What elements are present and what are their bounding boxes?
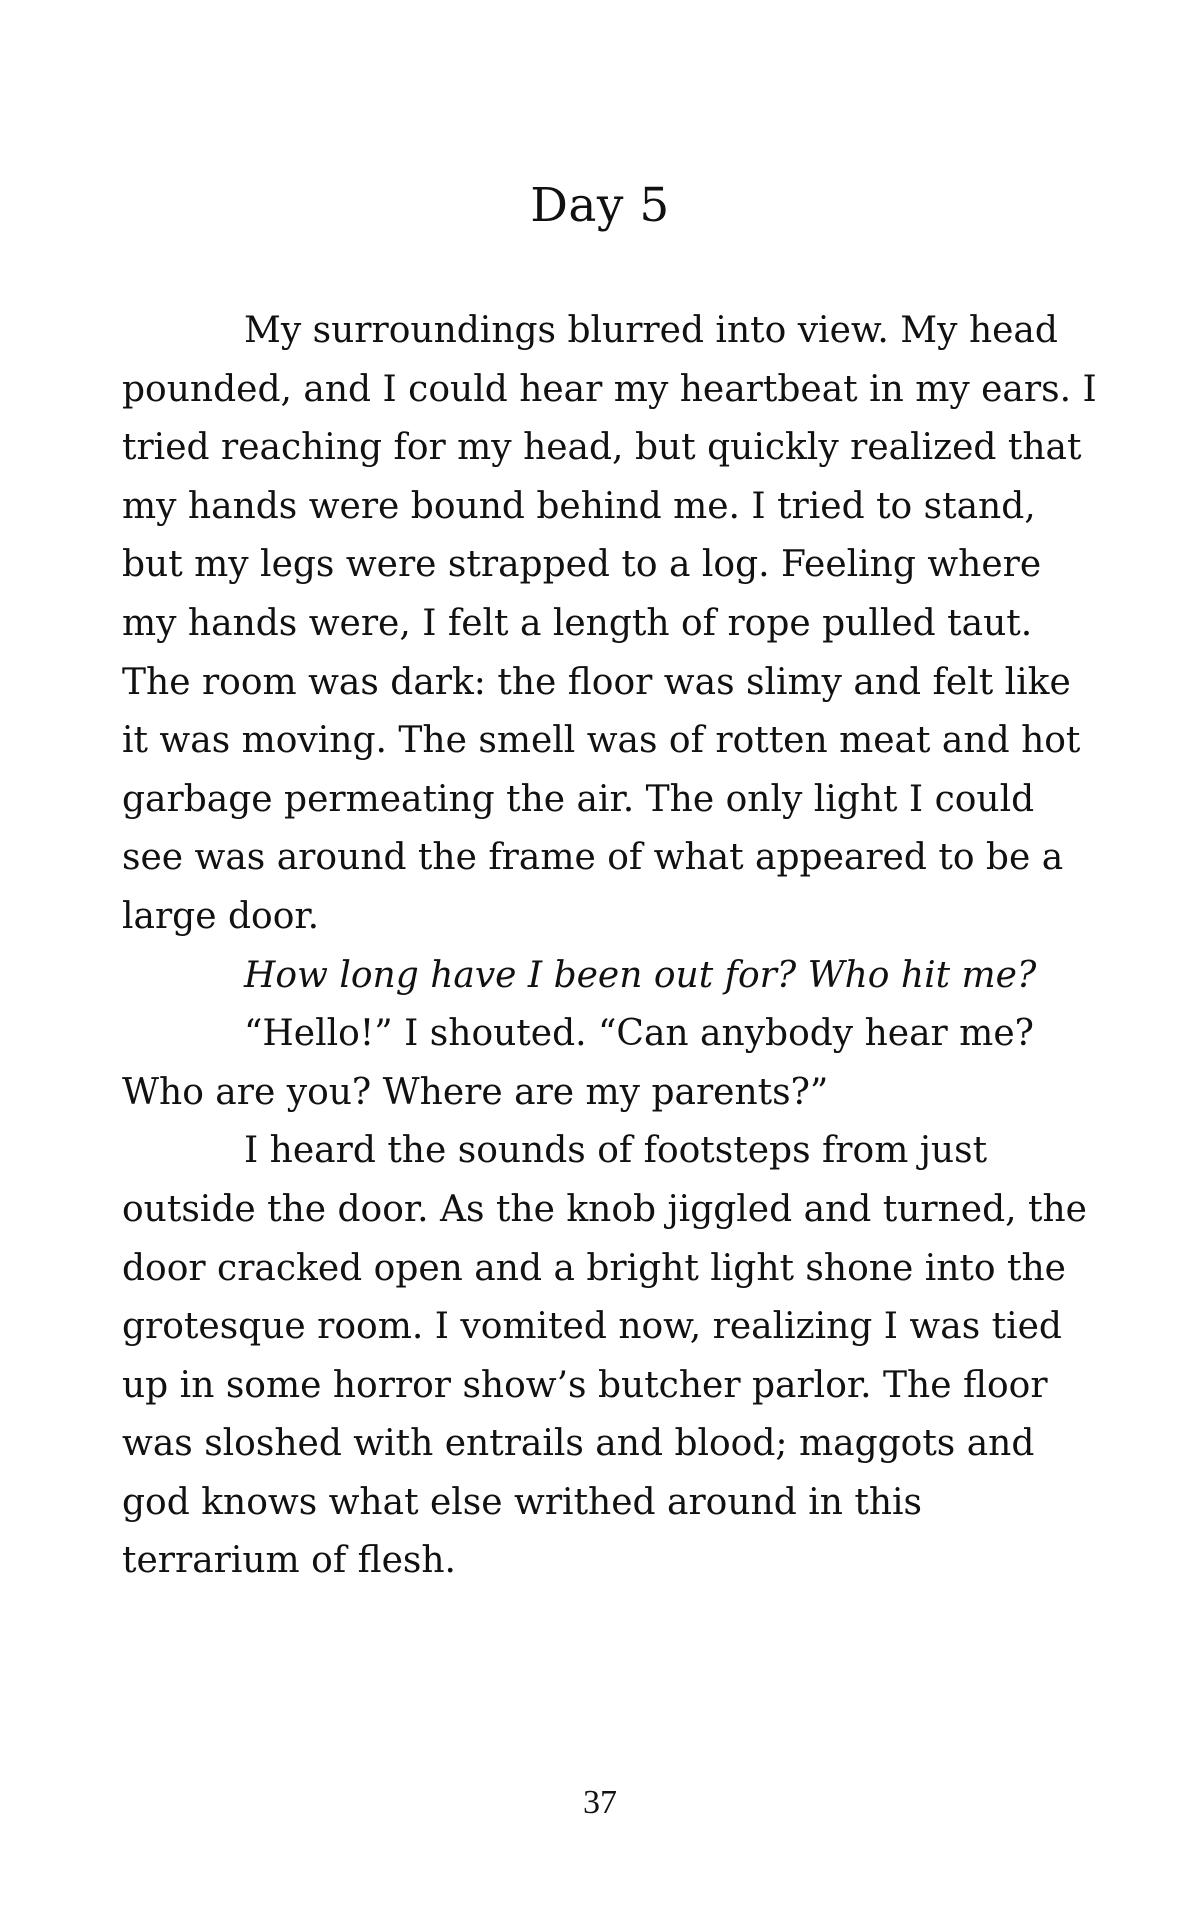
paragraph: I heard the sounds of footsteps from just outside the door. As the knob jiggled and turned, the door cracked open and a bright light shone into the grotesque room. I vomited now, realizing I was tied up in some horror show’s butcher parlor. The floor was sloshed with entrails and blood; maggots and god knows what else writhed around in this terrarium of flesh. xyxy=(122,1130,1087,1582)
dialogue-paragraph: “Hello!” I shouted. “Can anybody hear me? Who are you? Where are my parents?” xyxy=(122,1013,1034,1113)
page-number: 37 xyxy=(583,1784,617,1821)
italic-thought-paragraph: How long have I been out for? Who hit me? xyxy=(244,954,1037,996)
chapter-body xyxy=(122,302,1100,1591)
chapter-title: Day 5 xyxy=(530,178,670,233)
paragraph: My surroundings blurred into view. My head pounded, and I could hear my heartbeat in my ears. I tried reaching for my head, but quickly realized that my hands were bound behind me. I tried to stand, but my legs were strapped to a log. Feeling where my hands were, I felt a length of rope pulled taut. The room was dark: the floor was slimy and felt like it was moving. The smell was of rotten meat and hot garbage permeating the air. The only light I could see was around the frame of what appeared to be a large door. xyxy=(122,310,1097,937)
